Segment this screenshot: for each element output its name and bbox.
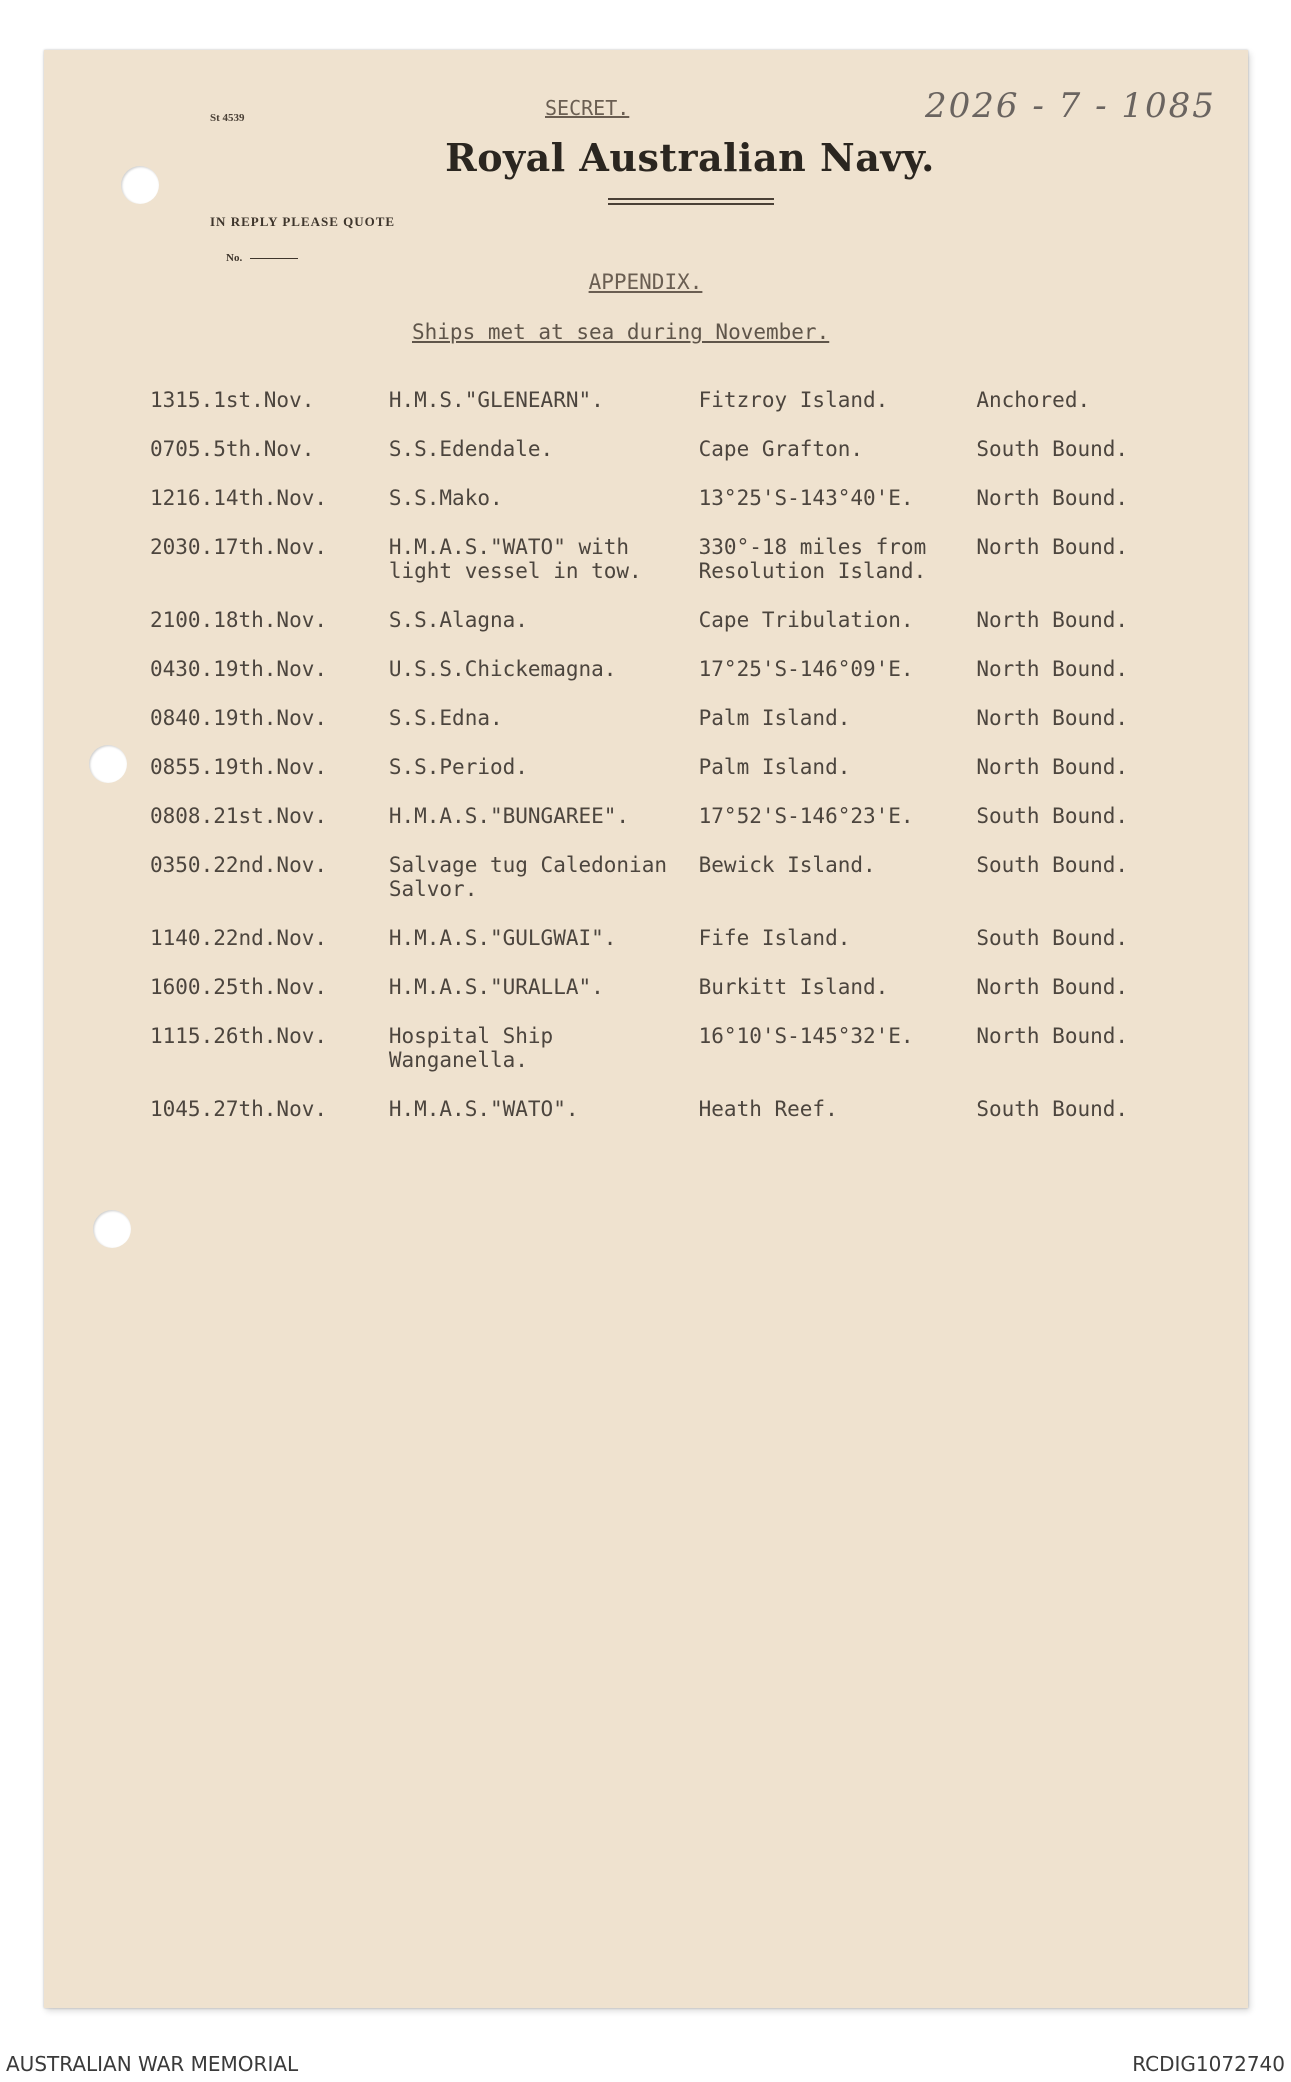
entry-ship: S.S.Mako. — [388, 486, 503, 510]
entry-time: 0705. — [150, 437, 214, 461]
entry-direction: Anchored. — [976, 388, 1091, 412]
entry-ship: Hospital Ship Wanganella. — [388, 1024, 554, 1072]
reply-number-line — [226, 252, 298, 264]
entry-position: 330°-18 miles from Resolution Island. — [698, 535, 927, 583]
table-row — [150, 657, 1190, 706]
entry-date: 25th.Nov. — [213, 975, 328, 999]
entry-time: 1315. — [150, 388, 214, 412]
entry-direction: South Bound. — [976, 804, 1129, 828]
table-row — [150, 608, 1190, 657]
entry-date: 26th.Nov. — [213, 1024, 328, 1048]
entry-time: 0430. — [150, 657, 214, 681]
entry-position: Cape Tribulation. — [698, 608, 914, 632]
entry-ship: S.S.Period. — [388, 755, 528, 779]
entry-position: 17°25'S-146°09'E. — [698, 657, 914, 681]
entry-direction: North Bound. — [976, 657, 1129, 681]
entry-position: Fife Island. — [698, 926, 851, 950]
entry-direction: South Bound. — [976, 926, 1129, 950]
entry-time: 2030. — [150, 535, 214, 559]
entry-ship: H.M.A.S."WATO" with light vessel in tow. — [388, 535, 642, 583]
entry-direction: North Bound. — [976, 975, 1129, 999]
entry-date: 19th.Nov. — [213, 755, 328, 779]
reply-number-label: No. — [226, 252, 243, 264]
entry-date: 22nd.Nov. — [213, 853, 328, 877]
table-row — [150, 388, 1190, 437]
table-row — [150, 437, 1190, 486]
entry-date: 27th.Nov. — [213, 1097, 328, 1121]
letterhead-rule — [608, 203, 774, 205]
entry-position: Palm Island. — [698, 706, 851, 730]
entry-time: 2100. — [150, 608, 214, 632]
entry-direction: South Bound. — [976, 437, 1129, 461]
entry-ship: H.M.A.S."GULGWAI". — [388, 926, 617, 950]
table-row — [150, 1024, 1190, 1097]
entry-direction: South Bound. — [976, 1097, 1129, 1121]
entry-date: 17th.Nov. — [213, 535, 328, 559]
table-row — [150, 706, 1190, 755]
entry-direction: North Bound. — [976, 608, 1129, 632]
punch-hole — [93, 1210, 131, 1248]
form-number: St 4539 — [210, 112, 245, 124]
entry-ship: Salvage tug Caledonian Salvor. — [388, 853, 667, 901]
entry-date: 21st.Nov. — [213, 804, 328, 828]
ships-met-table — [150, 388, 1190, 1146]
table-row — [150, 1097, 1190, 1146]
entry-direction: North Bound. — [976, 535, 1129, 559]
table-row — [150, 926, 1190, 975]
table-row — [150, 804, 1190, 853]
classification-stamp: SECRET. — [545, 96, 630, 120]
entry-ship: S.S.Edendale. — [388, 437, 554, 461]
entry-time: 0350. — [150, 853, 214, 877]
reply-notice: IN REPLY PLEASE QUOTE — [210, 214, 396, 229]
entry-position: Fitzroy Island. — [698, 388, 889, 412]
appendix-heading: APPENDIX. — [588, 270, 703, 294]
entry-direction: South Bound. — [976, 853, 1129, 877]
footer-source: AUSTRALIAN WAR MEMORIAL — [6, 2052, 299, 2076]
handwritten-reference: 2026 - 7 - 1085 — [925, 86, 1216, 126]
entry-time: 0855. — [150, 755, 214, 779]
entry-position: 13°25'S-143°40'E. — [698, 486, 914, 510]
letterhead-rule — [608, 198, 774, 200]
entry-time: 1045. — [150, 1097, 214, 1121]
entry-date: 1st.Nov. — [213, 388, 315, 412]
entry-time: 1216. — [150, 486, 214, 510]
entry-time: 0808. — [150, 804, 214, 828]
entry-time: 1140. — [150, 926, 214, 950]
entry-date: 22nd.Nov. — [213, 926, 328, 950]
entry-date: 19th.Nov. — [213, 657, 328, 681]
entry-ship: U.S.S.Chickemagna. — [388, 657, 617, 681]
entry-ship: H.M.A.S."URALLA". — [388, 975, 604, 999]
entry-date: 5th.Nov. — [213, 437, 315, 461]
entry-ship: H.M.A.S."WATO". — [388, 1097, 579, 1121]
entry-time: 1115. — [150, 1024, 214, 1048]
entry-position: Burkitt Island. — [698, 975, 889, 999]
entry-position: Cape Grafton. — [698, 437, 864, 461]
entry-position: Bewick Island. — [698, 853, 876, 877]
entry-time: 0840. — [150, 706, 214, 730]
entry-position: 17°52'S-146°23'E. — [698, 804, 914, 828]
entry-direction: North Bound. — [976, 755, 1129, 779]
entry-ship: H.M.S."GLENEARN". — [388, 388, 604, 412]
punch-hole — [121, 166, 159, 204]
reply-number-blank — [250, 258, 298, 259]
entry-direction: North Bound. — [976, 486, 1129, 510]
entry-position: Palm Island. — [698, 755, 851, 779]
letterhead: Royal Australian Navy. — [445, 135, 935, 180]
entry-ship: S.S.Alagna. — [388, 608, 528, 632]
entry-date: 19th.Nov. — [213, 706, 328, 730]
entry-position: 16°10'S-145°32'E. — [698, 1024, 914, 1048]
punch-hole — [89, 745, 127, 783]
appendix-subheading: Ships met at sea during November. — [412, 320, 830, 344]
table-row — [150, 853, 1190, 926]
footer-reference: RCDIG1072740 — [1132, 2052, 1285, 2076]
table-row — [150, 535, 1190, 608]
entry-position: Heath Reef. — [698, 1097, 838, 1121]
entry-direction: North Bound. — [976, 1024, 1129, 1048]
table-row — [150, 755, 1190, 804]
entry-ship: H.M.A.S."BUNGAREE". — [388, 804, 630, 828]
entry-date: 18th.Nov. — [213, 608, 328, 632]
table-row — [150, 486, 1190, 535]
entry-time: 1600. — [150, 975, 214, 999]
entry-ship: S.S.Edna. — [388, 706, 503, 730]
entry-direction: North Bound. — [976, 706, 1129, 730]
table-row — [150, 975, 1190, 1024]
entry-date: 14th.Nov. — [213, 486, 328, 510]
